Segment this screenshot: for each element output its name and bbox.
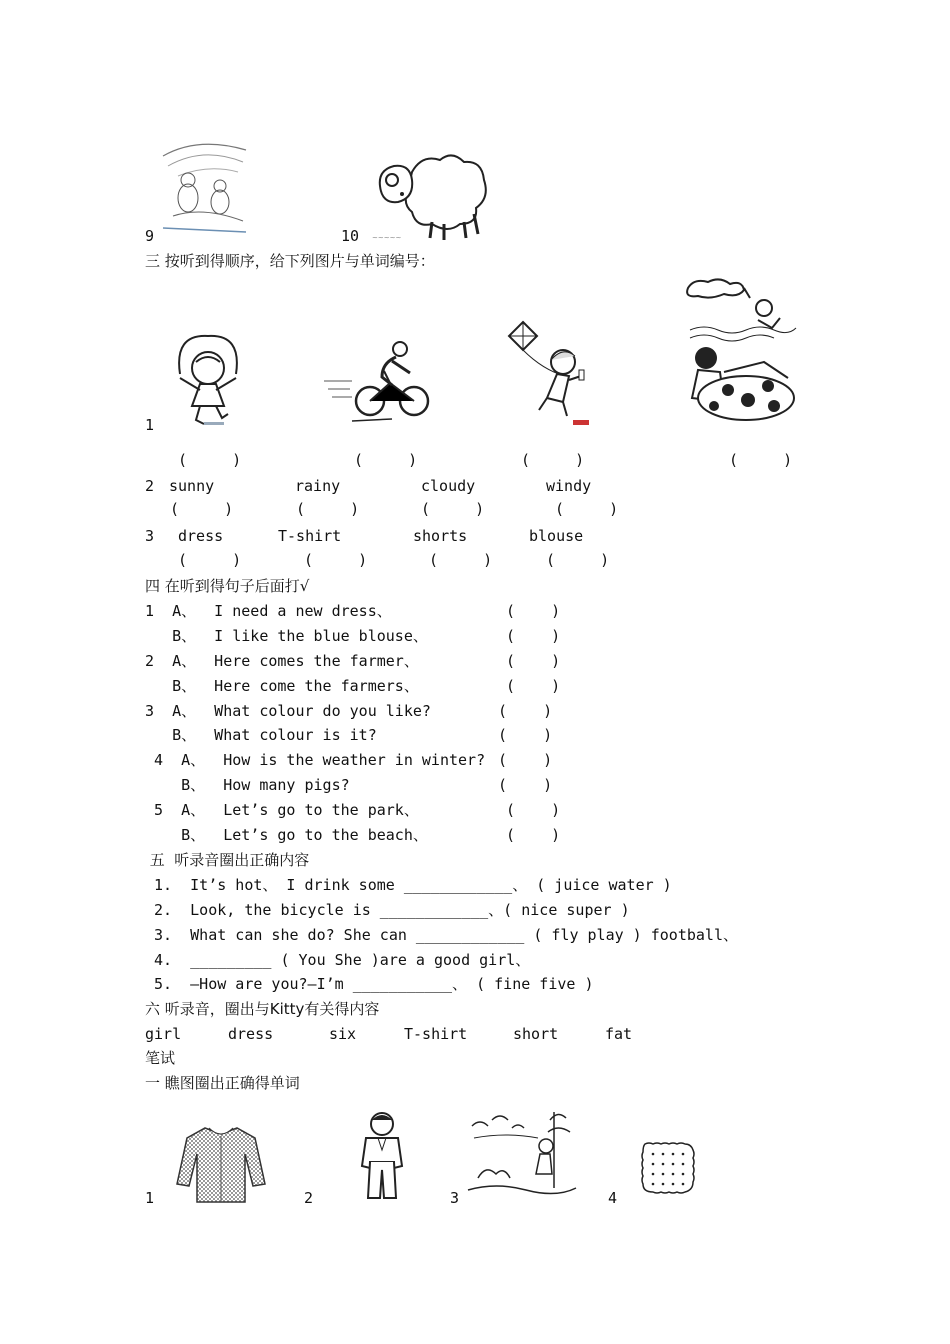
check-blank[interactable]: ( ) <box>498 776 553 794</box>
blank[interactable]: ( ) <box>178 551 242 569</box>
fill-in-question[interactable]: 1. It’s hot、 I drink some ____________、 ( juice water ) <box>145 876 672 894</box>
picture-number-4: 4 <box>608 1189 618 1207</box>
word-option[interactable]: rainy <box>295 477 341 495</box>
fill-in-question[interactable]: 3. What can she do? She can ____________ ( fly play ) football、 <box>145 926 738 944</box>
fill-in-question[interactable]: 5. –How are you?—I’m ___________、 ( fine five ) <box>145 975 594 993</box>
section6-heading: 六 听录音，圈出与Kitty有关得内容 <box>145 1000 380 1018</box>
blank[interactable]: ( ) <box>304 551 368 569</box>
word-option[interactable]: girl <box>145 1025 182 1043</box>
section4-heading: 四 在听到得句子后面打√ <box>145 577 310 595</box>
sentence-option: 3 A、 What colour do you like? <box>145 702 431 720</box>
beach-swimming-picture <box>684 278 800 426</box>
picture-number-9: 9 <box>145 227 155 245</box>
picture-number-10: 10 <box>341 227 360 245</box>
blank[interactable]: ( ) <box>555 500 619 518</box>
blank[interactable]: ( ) <box>546 551 610 569</box>
landscape-boy-picture <box>466 1108 578 1200</box>
farmer-man-picture <box>356 1110 408 1202</box>
girl-jump-rope-picture <box>170 334 246 430</box>
word-option[interactable]: dress <box>228 1025 274 1043</box>
section5-heading: 五 听录音圈出正确内容 <box>145 851 310 869</box>
blouse-picture <box>175 1124 267 1204</box>
blank[interactable]: ( ) <box>521 451 585 469</box>
word-option[interactable]: blouse <box>529 527 584 545</box>
sentence-option: B、 Let’s go to the beach、 <box>145 826 428 844</box>
sentence-option: B、 Here come the farmers、 <box>145 677 419 695</box>
word-option[interactable]: dress <box>178 527 224 545</box>
sentence-option: B、 I like the blue blouse、 <box>145 627 428 645</box>
fill-in-question[interactable]: 2. Look, the bicycle is ____________、( nice super ) <box>145 901 630 919</box>
word-option[interactable]: shorts <box>413 527 468 545</box>
fill-in-question[interactable]: 4. _________ ( You She )are a good girl、 <box>145 951 531 969</box>
check-blank[interactable]: ( ) <box>506 826 561 844</box>
picture-number-1: 1 <box>145 1189 155 1207</box>
blank[interactable]: ( ) <box>429 551 493 569</box>
sentence-option: 2 A、 Here comes the farmer、 <box>145 652 419 670</box>
cyclist-picture <box>322 337 444 429</box>
written-section1-heading: 一 瞧图圈出正确得单词 <box>145 1074 300 1092</box>
section3-row3-number: 3 <box>145 527 155 545</box>
check-blank[interactable]: ( ) <box>498 702 553 720</box>
blank[interactable]: ( ) <box>170 500 234 518</box>
blank[interactable]: ( ) <box>296 500 360 518</box>
check-blank[interactable]: ( ) <box>506 627 561 645</box>
picture-number-3: 3 <box>450 1189 460 1207</box>
windy-kids-picture <box>158 136 250 236</box>
sentence-option: B、 How many pigs? <box>145 776 350 794</box>
biscuit-picture <box>639 1140 697 1196</box>
check-blank[interactable]: ( ) <box>498 726 553 744</box>
section3-row2-number: 2 <box>145 477 155 495</box>
word-option[interactable]: short <box>513 1025 559 1043</box>
blank[interactable]: ( ) <box>729 451 793 469</box>
word-option[interactable]: fat <box>605 1025 633 1043</box>
check-blank[interactable]: ( ) <box>498 751 553 769</box>
blank[interactable]: ( ) <box>178 451 242 469</box>
check-blank[interactable]: ( ) <box>506 677 561 695</box>
svg-text:~~~~~: ~~~~~ <box>372 234 402 242</box>
sheep-picture <box>372 150 490 242</box>
section3-heading: 三 按听到得顺序，给下列图片与单词编号： <box>145 252 435 270</box>
sentence-option: 4 A、 How is the weather in winter? <box>145 751 486 769</box>
sentence-option: 1 A、 I need a new dress、 <box>145 602 392 620</box>
word-option[interactable]: T-shirt <box>404 1025 468 1043</box>
sentence-option: 5 A、 Let’s go to the park、 <box>145 801 419 819</box>
blank[interactable]: ( ) <box>354 451 418 469</box>
picture-number-2: 2 <box>304 1189 314 1207</box>
blank[interactable]: ( ) <box>421 500 485 518</box>
check-blank[interactable]: ( ) <box>506 801 561 819</box>
word-option[interactable]: six <box>329 1025 357 1043</box>
word-option[interactable]: cloudy <box>421 477 476 495</box>
word-option[interactable]: T-shirt <box>278 527 342 545</box>
word-option[interactable]: sunny <box>169 477 215 495</box>
check-blank[interactable]: ( ) <box>506 602 561 620</box>
sentence-option: B、 What colour is it? <box>145 726 377 744</box>
written-heading: 笔试 <box>145 1049 176 1067</box>
word-option[interactable]: windy <box>546 477 592 495</box>
boy-kite-picture <box>503 320 593 430</box>
section3-row1-number: 1 <box>145 416 155 434</box>
check-blank[interactable]: ( ) <box>506 652 561 670</box>
